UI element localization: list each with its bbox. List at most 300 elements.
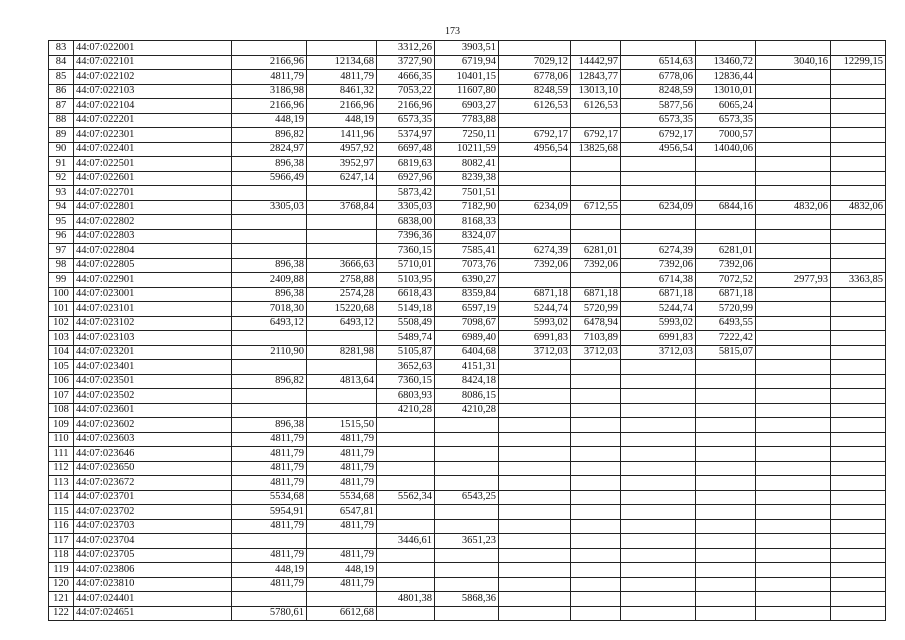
row-number-cell: 106 bbox=[49, 374, 74, 389]
value-cell: 6404,68 bbox=[435, 345, 499, 360]
value-cell bbox=[571, 273, 621, 288]
value-cell bbox=[756, 229, 831, 244]
value-cell: 3727,90 bbox=[377, 55, 435, 70]
value-cell bbox=[756, 519, 831, 534]
row-number-cell: 93 bbox=[49, 186, 74, 201]
row-number-cell: 86 bbox=[49, 84, 74, 99]
table-row bbox=[49, 577, 886, 592]
value-cell: 7222,42 bbox=[696, 331, 756, 346]
table-row bbox=[49, 389, 886, 404]
value-cell bbox=[232, 592, 307, 607]
value-cell bbox=[621, 490, 696, 505]
value-cell: 13460,72 bbox=[696, 55, 756, 70]
value-cell: 6792,17 bbox=[621, 128, 696, 143]
value-cell bbox=[377, 447, 435, 462]
table-row bbox=[49, 432, 886, 447]
value-cell bbox=[571, 41, 621, 56]
row-number-cell: 83 bbox=[49, 41, 74, 56]
table-row bbox=[49, 374, 886, 389]
value-cell: 5780,61 bbox=[232, 606, 307, 621]
row-number-cell: 103 bbox=[49, 331, 74, 346]
value-cell bbox=[756, 287, 831, 302]
table-row bbox=[49, 316, 886, 331]
value-cell bbox=[499, 186, 571, 201]
cadastral-number-cell: 44:07:022104 bbox=[74, 99, 232, 114]
value-cell bbox=[232, 403, 307, 418]
value-cell bbox=[621, 447, 696, 462]
value-cell bbox=[831, 316, 886, 331]
value-cell: 6543,25 bbox=[435, 490, 499, 505]
value-cell: 2409,88 bbox=[232, 273, 307, 288]
value-cell bbox=[571, 403, 621, 418]
row-number-cell: 112 bbox=[49, 461, 74, 476]
value-cell bbox=[232, 360, 307, 375]
value-cell bbox=[831, 548, 886, 563]
row-number-cell: 114 bbox=[49, 490, 74, 505]
value-cell bbox=[756, 186, 831, 201]
value-cell: 3305,03 bbox=[232, 200, 307, 215]
value-cell: 4811,79 bbox=[307, 548, 377, 563]
value-cell bbox=[435, 606, 499, 621]
table-row bbox=[49, 244, 886, 259]
value-cell bbox=[571, 534, 621, 549]
table-row bbox=[49, 490, 886, 505]
value-cell: 7501,51 bbox=[435, 186, 499, 201]
value-cell bbox=[571, 113, 621, 128]
value-cell: 3666,63 bbox=[307, 258, 377, 273]
value-cell bbox=[435, 476, 499, 491]
row-number-cell: 111 bbox=[49, 447, 74, 462]
value-cell bbox=[571, 577, 621, 592]
value-cell bbox=[377, 461, 435, 476]
value-cell: 2166,96 bbox=[232, 99, 307, 114]
value-cell: 6274,39 bbox=[499, 244, 571, 259]
table-row bbox=[49, 186, 886, 201]
cadastral-number-cell: 44:07:022401 bbox=[74, 142, 232, 157]
value-cell: 6844,16 bbox=[696, 200, 756, 215]
value-cell bbox=[756, 302, 831, 317]
value-cell bbox=[571, 461, 621, 476]
value-cell: 7392,06 bbox=[571, 258, 621, 273]
value-cell bbox=[377, 418, 435, 433]
cadastral-number-cell: 44:07:023001 bbox=[74, 287, 232, 302]
table-row bbox=[49, 273, 886, 288]
row-number-cell: 102 bbox=[49, 316, 74, 331]
table-row bbox=[49, 157, 886, 172]
row-number-cell: 90 bbox=[49, 142, 74, 157]
value-cell: 12134,68 bbox=[307, 55, 377, 70]
value-cell bbox=[831, 389, 886, 404]
table-row bbox=[49, 41, 886, 56]
value-cell bbox=[696, 461, 756, 476]
table-row bbox=[49, 258, 886, 273]
value-cell: 2758,88 bbox=[307, 273, 377, 288]
table-row bbox=[49, 461, 886, 476]
row-number-cell: 97 bbox=[49, 244, 74, 259]
value-cell: 7360,15 bbox=[377, 244, 435, 259]
value-cell: 14040,06 bbox=[696, 142, 756, 157]
cadastral-number-cell: 44:07:023705 bbox=[74, 548, 232, 563]
value-cell: 4811,79 bbox=[232, 70, 307, 85]
cadastral-number-cell: 44:07:022001 bbox=[74, 41, 232, 56]
table-row bbox=[49, 447, 886, 462]
value-cell bbox=[499, 447, 571, 462]
value-cell: 13010,01 bbox=[696, 84, 756, 99]
value-cell bbox=[831, 606, 886, 621]
row-number-cell: 101 bbox=[49, 302, 74, 317]
value-cell bbox=[232, 389, 307, 404]
value-cell bbox=[831, 287, 886, 302]
value-cell bbox=[435, 577, 499, 592]
table-row bbox=[49, 505, 886, 520]
value-cell bbox=[571, 157, 621, 172]
value-cell: 448,19 bbox=[307, 113, 377, 128]
value-cell: 448,19 bbox=[232, 563, 307, 578]
value-cell: 6719,94 bbox=[435, 55, 499, 70]
value-cell bbox=[756, 505, 831, 520]
value-cell: 5562,34 bbox=[377, 490, 435, 505]
value-cell bbox=[571, 606, 621, 621]
cadastral-number-cell: 44:07:023603 bbox=[74, 432, 232, 447]
table-body bbox=[49, 41, 886, 621]
cadastral-number-cell: 44:07:022301 bbox=[74, 128, 232, 143]
value-cell bbox=[621, 360, 696, 375]
value-cell: 5244,74 bbox=[499, 302, 571, 317]
cadastral-number-cell: 44:07:022101 bbox=[74, 55, 232, 70]
value-cell bbox=[499, 519, 571, 534]
value-cell: 5534,68 bbox=[232, 490, 307, 505]
value-cell bbox=[232, 534, 307, 549]
value-cell bbox=[571, 215, 621, 230]
value-cell: 6493,55 bbox=[696, 316, 756, 331]
value-cell bbox=[621, 505, 696, 520]
value-cell bbox=[571, 548, 621, 563]
value-cell: 4811,79 bbox=[307, 577, 377, 592]
value-cell: 5710,01 bbox=[377, 258, 435, 273]
value-cell bbox=[435, 418, 499, 433]
cadastral-number-cell: 44:07:022501 bbox=[74, 157, 232, 172]
row-number-cell: 99 bbox=[49, 273, 74, 288]
value-cell bbox=[756, 316, 831, 331]
cadastral-number-cell: 44:07:022901 bbox=[74, 273, 232, 288]
table-row bbox=[49, 418, 886, 433]
value-cell bbox=[377, 505, 435, 520]
value-cell: 5720,99 bbox=[696, 302, 756, 317]
value-cell: 4811,79 bbox=[232, 548, 307, 563]
cadastral-number-cell: 44:07:023704 bbox=[74, 534, 232, 549]
value-cell: 6792,17 bbox=[499, 128, 571, 143]
value-cell: 4811,79 bbox=[307, 461, 377, 476]
cadastral-number-cell: 44:07:023806 bbox=[74, 563, 232, 578]
value-cell bbox=[499, 113, 571, 128]
value-cell bbox=[831, 113, 886, 128]
value-cell bbox=[621, 374, 696, 389]
value-cell: 4956,54 bbox=[499, 142, 571, 157]
value-cell bbox=[831, 70, 886, 85]
value-cell: 5720,99 bbox=[571, 302, 621, 317]
value-cell bbox=[499, 389, 571, 404]
value-cell: 2977,93 bbox=[756, 273, 831, 288]
value-cell bbox=[696, 563, 756, 578]
value-cell bbox=[621, 606, 696, 621]
value-cell: 6390,27 bbox=[435, 273, 499, 288]
value-cell bbox=[621, 592, 696, 607]
value-cell: 5993,02 bbox=[499, 316, 571, 331]
value-cell: 7585,41 bbox=[435, 244, 499, 259]
value-cell: 13013,10 bbox=[571, 84, 621, 99]
value-cell: 4210,28 bbox=[435, 403, 499, 418]
value-cell: 6697,48 bbox=[377, 142, 435, 157]
value-cell: 448,19 bbox=[232, 113, 307, 128]
table-row bbox=[49, 563, 886, 578]
cadastral-number-cell: 44:07:023703 bbox=[74, 519, 232, 534]
value-cell bbox=[571, 229, 621, 244]
value-cell bbox=[831, 432, 886, 447]
value-cell bbox=[571, 476, 621, 491]
value-cell bbox=[232, 331, 307, 346]
value-cell bbox=[756, 490, 831, 505]
value-cell bbox=[831, 360, 886, 375]
value-cell: 4956,54 bbox=[621, 142, 696, 157]
value-cell bbox=[831, 41, 886, 56]
value-cell bbox=[756, 215, 831, 230]
value-cell bbox=[377, 563, 435, 578]
cadastral-number-cell: 44:07:023401 bbox=[74, 360, 232, 375]
value-cell: 6991,83 bbox=[621, 331, 696, 346]
value-cell: 8086,15 bbox=[435, 389, 499, 404]
value-cell bbox=[499, 505, 571, 520]
value-cell bbox=[307, 244, 377, 259]
value-cell: 3305,03 bbox=[377, 200, 435, 215]
value-cell: 7250,11 bbox=[435, 128, 499, 143]
cadastral-number-cell: 44:07:023201 bbox=[74, 345, 232, 360]
value-cell bbox=[756, 606, 831, 621]
value-cell bbox=[499, 461, 571, 476]
value-cell bbox=[696, 490, 756, 505]
value-cell bbox=[831, 505, 886, 520]
value-cell bbox=[756, 113, 831, 128]
value-cell bbox=[571, 186, 621, 201]
value-cell bbox=[377, 519, 435, 534]
value-cell bbox=[499, 418, 571, 433]
value-cell bbox=[499, 215, 571, 230]
value-cell bbox=[756, 389, 831, 404]
value-cell: 6927,96 bbox=[377, 171, 435, 186]
value-cell bbox=[621, 389, 696, 404]
value-cell: 7073,76 bbox=[435, 258, 499, 273]
value-cell: 7392,06 bbox=[499, 258, 571, 273]
value-cell bbox=[435, 447, 499, 462]
value-cell: 6281,01 bbox=[696, 244, 756, 259]
value-cell: 3312,26 bbox=[377, 41, 435, 56]
value-cell: 4811,79 bbox=[232, 461, 307, 476]
value-cell bbox=[307, 41, 377, 56]
row-number-cell: 117 bbox=[49, 534, 74, 549]
value-cell: 7392,06 bbox=[621, 258, 696, 273]
value-cell: 8248,59 bbox=[499, 84, 571, 99]
table-row bbox=[49, 606, 886, 621]
value-cell bbox=[696, 519, 756, 534]
value-cell: 7098,67 bbox=[435, 316, 499, 331]
value-cell: 896,38 bbox=[232, 287, 307, 302]
value-cell: 15220,68 bbox=[307, 302, 377, 317]
value-cell: 2166,96 bbox=[232, 55, 307, 70]
value-cell bbox=[435, 548, 499, 563]
table-row bbox=[49, 331, 886, 346]
row-number-cell: 121 bbox=[49, 592, 74, 607]
value-cell: 6573,35 bbox=[696, 113, 756, 128]
value-cell: 2824,97 bbox=[232, 142, 307, 157]
value-cell bbox=[621, 229, 696, 244]
value-cell: 896,82 bbox=[232, 374, 307, 389]
value-cell bbox=[831, 84, 886, 99]
row-number-cell: 107 bbox=[49, 389, 74, 404]
value-cell bbox=[435, 519, 499, 534]
value-cell bbox=[756, 374, 831, 389]
value-cell: 5374,97 bbox=[377, 128, 435, 143]
value-cell: 6778,06 bbox=[499, 70, 571, 85]
value-cell: 5993,02 bbox=[621, 316, 696, 331]
value-cell bbox=[571, 505, 621, 520]
table-row bbox=[49, 287, 886, 302]
value-cell bbox=[831, 534, 886, 549]
value-cell bbox=[756, 258, 831, 273]
row-number-cell: 110 bbox=[49, 432, 74, 447]
value-cell: 6247,14 bbox=[307, 171, 377, 186]
value-cell: 4811,79 bbox=[307, 432, 377, 447]
value-cell bbox=[571, 171, 621, 186]
value-cell bbox=[756, 461, 831, 476]
value-cell: 4811,79 bbox=[307, 476, 377, 491]
row-number-cell: 120 bbox=[49, 577, 74, 592]
value-cell bbox=[232, 229, 307, 244]
value-cell: 4811,79 bbox=[307, 447, 377, 462]
value-cell: 6792,17 bbox=[571, 128, 621, 143]
value-cell bbox=[377, 606, 435, 621]
value-cell bbox=[571, 360, 621, 375]
value-cell bbox=[831, 345, 886, 360]
value-cell: 896,82 bbox=[232, 128, 307, 143]
value-cell: 2574,28 bbox=[307, 287, 377, 302]
value-cell: 6126,53 bbox=[571, 99, 621, 114]
value-cell bbox=[571, 432, 621, 447]
value-cell bbox=[696, 476, 756, 491]
value-cell: 7103,89 bbox=[571, 331, 621, 346]
cadastral-number-cell: 44:07:022201 bbox=[74, 113, 232, 128]
value-cell: 6871,18 bbox=[571, 287, 621, 302]
table-row bbox=[49, 55, 886, 70]
cadastral-number-cell: 44:07:022701 bbox=[74, 186, 232, 201]
table-row bbox=[49, 142, 886, 157]
value-cell: 896,38 bbox=[232, 418, 307, 433]
value-cell bbox=[756, 592, 831, 607]
value-cell bbox=[621, 461, 696, 476]
value-cell bbox=[831, 331, 886, 346]
value-cell: 6281,01 bbox=[571, 244, 621, 259]
value-cell: 6126,53 bbox=[499, 99, 571, 114]
value-cell: 5149,18 bbox=[377, 302, 435, 317]
cadastral-number-cell: 44:07:023103 bbox=[74, 331, 232, 346]
value-cell bbox=[621, 534, 696, 549]
value-cell bbox=[499, 229, 571, 244]
value-cell bbox=[756, 142, 831, 157]
value-cell bbox=[621, 418, 696, 433]
value-cell: 14442,97 bbox=[571, 55, 621, 70]
value-cell: 896,38 bbox=[232, 157, 307, 172]
cadastral-number-cell: 44:07:022802 bbox=[74, 215, 232, 230]
value-cell bbox=[232, 41, 307, 56]
value-cell: 5815,07 bbox=[696, 345, 756, 360]
cadastral-number-cell: 44:07:023502 bbox=[74, 389, 232, 404]
row-number-cell: 100 bbox=[49, 287, 74, 302]
table-row bbox=[49, 229, 886, 244]
value-cell bbox=[232, 215, 307, 230]
value-cell bbox=[696, 606, 756, 621]
value-cell bbox=[756, 476, 831, 491]
value-cell bbox=[499, 171, 571, 186]
cadastral-number-cell: 44:07:023702 bbox=[74, 505, 232, 520]
value-cell bbox=[499, 563, 571, 578]
value-cell: 8239,38 bbox=[435, 171, 499, 186]
value-cell bbox=[499, 548, 571, 563]
value-cell: 7029,12 bbox=[499, 55, 571, 70]
value-cell: 6274,39 bbox=[621, 244, 696, 259]
cadastral-number-cell: 44:07:023701 bbox=[74, 490, 232, 505]
value-cell bbox=[831, 99, 886, 114]
value-cell bbox=[621, 519, 696, 534]
value-cell bbox=[696, 215, 756, 230]
value-cell: 3652,63 bbox=[377, 360, 435, 375]
value-cell: 3712,03 bbox=[621, 345, 696, 360]
value-cell bbox=[377, 476, 435, 491]
value-cell bbox=[696, 389, 756, 404]
value-cell bbox=[756, 534, 831, 549]
value-cell bbox=[696, 534, 756, 549]
value-cell: 6871,18 bbox=[621, 287, 696, 302]
value-cell bbox=[571, 519, 621, 534]
value-cell bbox=[499, 403, 571, 418]
value-cell: 4811,79 bbox=[232, 577, 307, 592]
row-number-cell: 94 bbox=[49, 200, 74, 215]
value-cell: 448,19 bbox=[307, 563, 377, 578]
value-cell: 3651,23 bbox=[435, 534, 499, 549]
value-cell: 4957,92 bbox=[307, 142, 377, 157]
value-cell: 4666,35 bbox=[377, 70, 435, 85]
value-cell: 6778,06 bbox=[621, 70, 696, 85]
value-cell: 6871,18 bbox=[696, 287, 756, 302]
table-row bbox=[49, 171, 886, 186]
row-number-cell: 95 bbox=[49, 215, 74, 230]
value-cell bbox=[831, 563, 886, 578]
table-row bbox=[49, 84, 886, 99]
row-number-cell: 109 bbox=[49, 418, 74, 433]
value-cell: 6493,12 bbox=[232, 316, 307, 331]
value-cell: 6493,12 bbox=[307, 316, 377, 331]
cadastral-number-cell: 44:07:022803 bbox=[74, 229, 232, 244]
value-cell: 12299,15 bbox=[831, 55, 886, 70]
value-cell bbox=[831, 302, 886, 317]
value-cell bbox=[756, 331, 831, 346]
row-number-cell: 105 bbox=[49, 360, 74, 375]
value-cell bbox=[756, 345, 831, 360]
value-cell: 8168,33 bbox=[435, 215, 499, 230]
value-cell: 3712,03 bbox=[571, 345, 621, 360]
value-cell: 6714,38 bbox=[621, 273, 696, 288]
value-cell bbox=[499, 476, 571, 491]
table-row bbox=[49, 534, 886, 549]
value-cell: 5103,95 bbox=[377, 273, 435, 288]
table-row bbox=[49, 113, 886, 128]
